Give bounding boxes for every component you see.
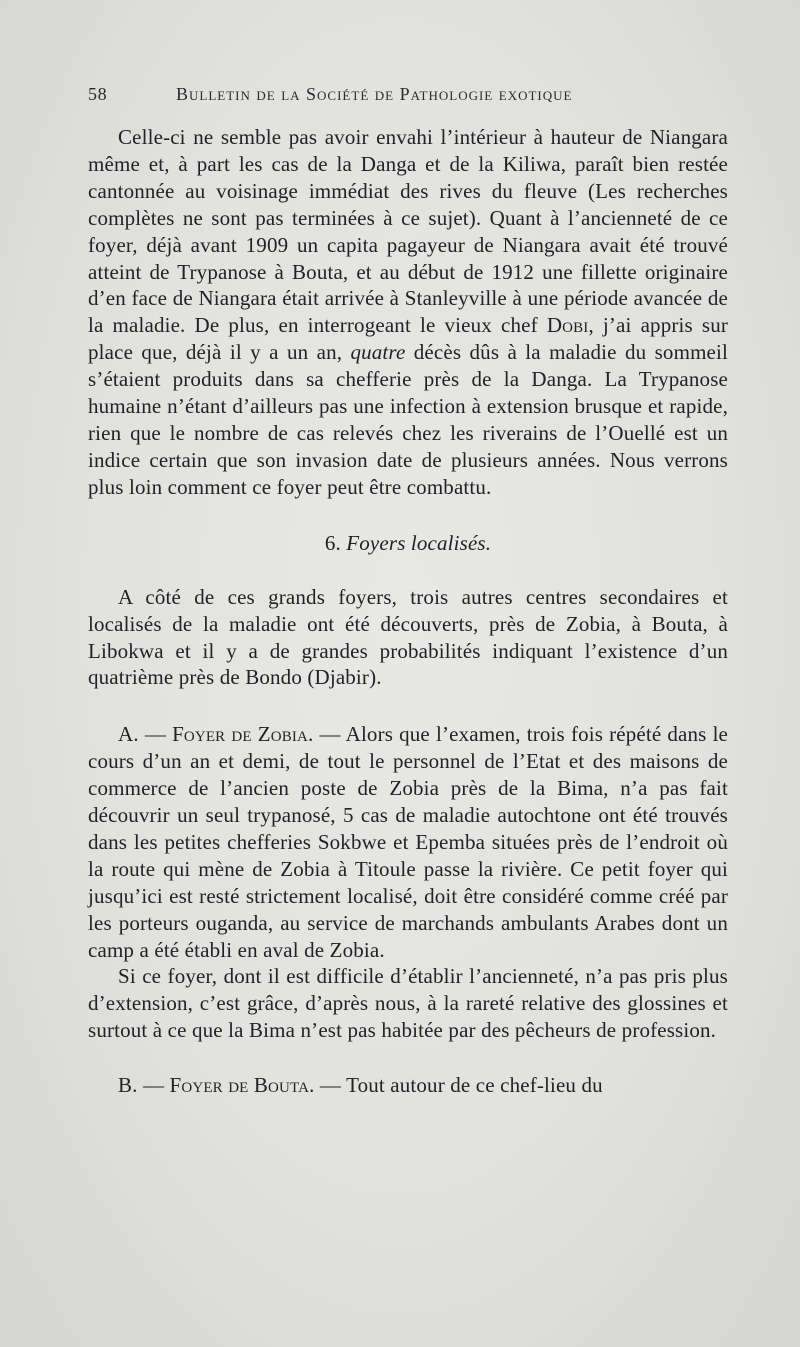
- subsection-letter: B.: [118, 1073, 138, 1098]
- section-title: Foyers localisés.: [346, 530, 492, 555]
- running-header: [88, 84, 728, 108]
- separator: —: [319, 1073, 342, 1098]
- separator: —: [144, 722, 166, 747]
- subsection-title: Foyer de Zobia.: [172, 722, 314, 747]
- subsection-letter: A.: [118, 722, 139, 747]
- paragraph-zobia-extension: Si ce foyer, dont il est difficile d’établir l’ancienneté, n’a pas pris plus d’extension, c’est grâce, d’après nous, à la rareté relative des glossines et surtout à ce que la Bima n’est pas habitée par des pêcheurs de profession.: [88, 964, 728, 1043]
- paragraph-niangara-focus: [88, 124, 728, 501]
- body-text: [88, 124, 728, 1099]
- separator: —: [142, 1073, 165, 1098]
- paragraph-secondary-centres: A côté de ces grands foyers, trois autres centres secondaires et localisés de la maladie ont été découverts, près de Zobia, à Bouta, à Libokwa et il y a de grandes probabilités indiquant l’existence d’un quatrième près de Bondo (Djabir).: [88, 584, 728, 690]
- subsection-bouta: [88, 1072, 728, 1099]
- separator: —: [319, 722, 341, 747]
- paragraph-text: , j’ai appris sur place que, déjà il y a un an,: [88, 313, 728, 365]
- subsection-title: Foyer de Bouta.: [169, 1073, 315, 1098]
- paragraph-text: Celle-ci ne semble pas avoir envahi l’intérieur à hauteur de Niangara même et, à part les cas de la Danga et de la Kiliwa, paraît bien restée cantonnée au voisinage immédiat des rives du fleuve (Les recherches complètes ne sont pas terminées à ce sujet). Quant à l’ancienneté de ce foyer, déjà avant 1909 un capita pagayeur de Niangara avait été trouvé atteint de Trypanose à Bouta, et au début de 1912 une fillette originaire d’en face de Niangara était arrivée à Stanleyville à une période avancée de la maladie. De plus, en interrogeant le vieux chef: [88, 125, 728, 338]
- paragraph-text: décès dûs à la maladie du sommeil s’étaient produits dans sa chefferie près de la Danga. La Trypanose humaine n’étant d’ailleurs pas une infection à extension brusque et rapide, rien que le nombre de cas relevés chez les riverains de l’Ouellé est un indice certain que son invasion date de plusieurs années. Nous verrons plus loin comment ce foyer peut être combattu.: [88, 340, 728, 499]
- emphasis-word: quatre: [350, 340, 406, 365]
- section-number: 6.: [324, 530, 341, 555]
- chief-name: Dobi: [546, 313, 589, 338]
- journal-title: Bulletin de la Société de Pathologie exotique: [176, 84, 573, 104]
- paragraph-text: Tout autour de ce chef-lieu du: [346, 1073, 603, 1098]
- page-number: 58: [88, 84, 108, 104]
- paragraph-text: Alors que l’examen, trois fois répété dans le cours d’un an et demi, de tout le personnel de l’Etat et des maisons de commerce de l’ancien poste de Zobia près de la Bima, n’a pas fait découvrir un seul trypanosé, 5 cas de maladie autochtone ont été trouvés dans les petites chefferies Sokbwe et Epemba situées près de l’endroit où la route qui mène de Zobia à Titoule passe la rivière. Ce petit foyer qui jusqu’ici est resté strictement localisé, doit être considéré comme créé par les porteurs ouganda, au service de marchands ambulants Arabes dont un camp a été établi en aval de Zobia.: [88, 722, 729, 962]
- section-heading: [88, 530, 728, 557]
- subsection-zobia: [88, 721, 728, 963]
